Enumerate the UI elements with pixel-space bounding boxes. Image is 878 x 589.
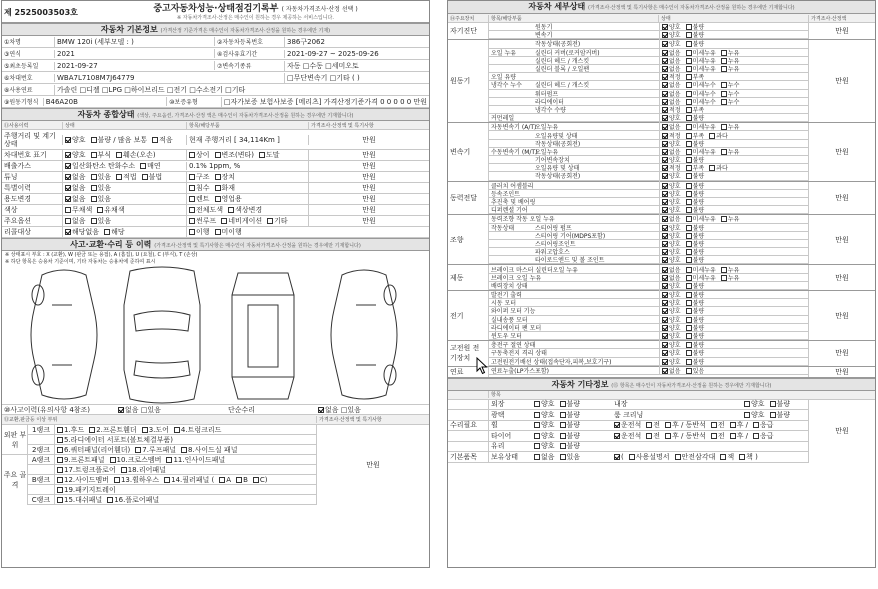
- doc-title-note: ( 자동차가격조사·산정 선택 ): [281, 6, 358, 13]
- detail-row: [489, 206, 808, 214]
- overall-item-name: 차대번호 표기: [4, 151, 47, 159]
- overall-item-name: 배출가스: [4, 162, 32, 170]
- rank-row: [28, 435, 316, 445]
- detail-state: 양호 불량: [659, 255, 808, 264]
- rank-row: [28, 425, 316, 435]
- rank-row: [28, 445, 316, 455]
- overall-state: 일산화탄소 탄화수소 매연: [62, 161, 186, 171]
- basic-label: ②자동차등록번호: [214, 37, 284, 46]
- detail-row: [489, 282, 808, 290]
- detail-sub: 냉각수 누수: [491, 82, 522, 90]
- overall-state: 무채색 유채색: [62, 205, 186, 215]
- basic-label: ⑩보증유형: [166, 97, 221, 106]
- rank-items: 9.프론트패널 10.크로스멤버 11.인사이드패널: [54, 455, 316, 465]
- detail-price: 만원: [808, 291, 875, 340]
- detail-price: 만원: [808, 265, 875, 290]
- detail-part: 파워고압호스: [535, 249, 570, 257]
- overall-row: [2, 150, 429, 161]
- car-right-side: [331, 270, 397, 399]
- detail-price: 만원: [808, 182, 875, 215]
- detail-sub: 브레이크 오일 누유: [491, 274, 542, 282]
- overall-item-name: 용도변경: [4, 195, 32, 203]
- car-top-view: [124, 267, 200, 403]
- inspection-page-right: [447, 0, 876, 568]
- detail-price: 만원: [808, 23, 875, 39]
- overall-detail: 현재 주행거리 [ 34,114Km ]: [186, 135, 308, 145]
- detail-state: 없음 있음: [659, 366, 808, 375]
- rank-label: 1랭크: [32, 425, 50, 434]
- basic-info-row: [2, 48, 429, 60]
- detail-sub: 배력장치 상태: [491, 282, 528, 290]
- basic-info-row: [2, 84, 429, 96]
- detail-part: 스티어링 펌프: [535, 224, 572, 232]
- detail-state: 없음 미세누유 누유: [659, 214, 808, 223]
- repair-ranks: [2, 425, 429, 505]
- extra-state: 양호 불량: [532, 431, 612, 441]
- basic-info-row: [2, 72, 429, 84]
- detail-sub: 동력조향 작동 오일 누유: [491, 216, 555, 224]
- detail-group: [448, 367, 875, 378]
- overall-state: 없음 있음: [62, 183, 186, 193]
- overall-item-name: 리콜대상: [4, 228, 32, 236]
- rank-row: [28, 475, 316, 485]
- overall-row: [2, 130, 429, 150]
- overall-row: [2, 216, 429, 227]
- detail-part: 변속기: [535, 32, 553, 40]
- extra-row: [448, 421, 808, 432]
- detail-sub: 충전구 절연 상태: [491, 342, 536, 350]
- detail-device: 원동기: [450, 77, 471, 86]
- overall-detail: 구조 장치: [186, 172, 308, 182]
- car-frame-view: [232, 273, 294, 399]
- overall-price: 만원: [308, 216, 429, 226]
- detail-state: 양호 불량: [659, 22, 808, 31]
- extra-state: 양호 불량: [532, 399, 612, 409]
- basic-value: 2021-09-27 ~ 2025-09-26: [284, 50, 429, 58]
- detail-group: [448, 291, 875, 341]
- basic-info-row: [2, 96, 429, 108]
- detail-device: 변속기: [450, 147, 471, 156]
- detail-part: 오일누유: [535, 148, 559, 156]
- extra-row: [448, 410, 808, 421]
- extra-row: [448, 400, 808, 411]
- overall-item-name: 주행거리 및 계기상태: [4, 131, 56, 148]
- detail-device: 자기진단: [450, 27, 478, 36]
- detail-sub: 등속조인트: [491, 190, 520, 198]
- detail-device: 고전원 전기장치: [450, 344, 480, 363]
- overall-price: 만원: [308, 172, 429, 182]
- basic-label: ⑦변속기종류: [214, 61, 284, 70]
- detail-title: 자동차 세부상태 (가격조사·산정액 및 특기사항은 매수인이 자동차가격조사·산정을 원하는 경우에만 기재합니다): [448, 1, 875, 14]
- detail-part: 실린더 커버(로커암커버): [535, 49, 600, 57]
- detail-group: [448, 40, 875, 123]
- main-frame-label: 주요 골격: [3, 471, 27, 489]
- detail-sub: 라디에이터 팬 모터: [491, 324, 542, 332]
- overall-state: 없음 있음 적법 불법: [62, 172, 186, 182]
- overall-state: 없음 있음: [62, 194, 186, 204]
- rank-items: 17.트렁크플로어 18.리어패널: [54, 465, 316, 475]
- basic-value: BMW 120i (세부모델 : ): [54, 37, 214, 47]
- detail-row: [489, 367, 808, 375]
- detail-state: 없음 미세누유 누유: [659, 56, 808, 65]
- detail-state: 양호 불량: [659, 331, 808, 340]
- basic-info-title: 자동차 기본정보 (가격산정 기준가격은 매수인이 자동차가격조사·산정을 원하는 경우에만 기재): [2, 23, 429, 36]
- overall-price: 만원: [308, 183, 429, 193]
- detail-state: 없음 미세누유 누유: [659, 122, 808, 131]
- detail-state: 양호 불량: [659, 357, 808, 366]
- basic-info-row: [2, 60, 429, 72]
- detail-sub: 시동 모터: [491, 300, 517, 308]
- extra-state: 양호 불량: [532, 420, 612, 430]
- detail-state: 없음 미세누수 누수: [659, 89, 808, 98]
- detail-device: 연료: [450, 367, 464, 376]
- extra-item2: 룸 크리닝: [614, 410, 644, 419]
- rank-row: [28, 465, 316, 475]
- overall-item-name: 주요옵션: [4, 217, 32, 225]
- detail-state: 없음 미세누수 누수: [659, 80, 808, 89]
- detail-group: [448, 215, 875, 265]
- extra-row: [448, 442, 808, 453]
- detail-part: 원동기: [535, 24, 553, 32]
- overall-detail: 침수 화재: [186, 183, 308, 193]
- overall-detail: 썬루프 네비게이션 기타: [186, 216, 308, 226]
- overall-detail: 이행 미이행: [186, 227, 308, 237]
- basic-label: ④검사유효기간: [214, 49, 284, 58]
- doc-header: [2, 1, 429, 23]
- basic-label: ①차명: [4, 39, 21, 46]
- extra-title: 자동차 기타정보 (⑮ 항목은 매수인이 자동차가격조사·산정을 원하는 경우에만 기재합니다): [448, 378, 875, 391]
- detail-price: 만원: [808, 367, 875, 377]
- detail-state: 양호 불량: [659, 189, 808, 198]
- detail-state: 양호 불량: [659, 306, 808, 315]
- repair-header-row: ⑬교환,판금등 이상 부위 가격조사·산정액 및 특기사항: [2, 415, 429, 425]
- overall-state: 양호 부식 훼손(오손): [62, 150, 186, 160]
- detail-state: 양호 불량: [659, 39, 808, 48]
- detail-part: 기어변속장치: [535, 157, 570, 165]
- detail-state: 적정 부족: [659, 105, 808, 114]
- detail-sub: 커먼레일: [491, 115, 515, 123]
- overall-header-row: ⑪사용이력 상태 항목/해당부품 가격조사·산정액 및 특기사항: [2, 121, 429, 130]
- detail-table: [448, 23, 875, 378]
- extra-state: 양호 불량: [532, 441, 612, 451]
- extra-item: 보유상태: [488, 452, 532, 462]
- detail-state: 적정 부족 과다: [659, 131, 808, 140]
- detail-state: 양호 불량: [659, 181, 808, 190]
- extra-item: 휠: [488, 420, 532, 430]
- overall-price: 만원: [308, 150, 429, 160]
- detail-state: 양호 불량: [659, 113, 808, 122]
- detail-state: 양호 불량: [659, 348, 808, 357]
- doc-title-note2: ※ 자동차가격조사·산정은 매수인이 원하는 경우 제공하는 서비스입니다.: [177, 15, 334, 21]
- overall-row: [2, 161, 429, 172]
- overall-table: [2, 130, 429, 238]
- overall-price: 만원: [308, 161, 429, 171]
- overall-item-name: 특별이력: [4, 184, 32, 192]
- detail-device: 동력전달: [450, 193, 478, 202]
- extra-state: 없음 있음: [532, 452, 612, 462]
- basic-value: 2021-09-27: [54, 62, 214, 70]
- overall-state: 양호 불량 / 많음 보통 적음: [62, 135, 186, 145]
- detail-row: [489, 31, 808, 39]
- inspection-page-left: [1, 0, 430, 568]
- detail-sub: 수동변속기 (M/T): [491, 148, 538, 156]
- car-diagram-svg: [2, 265, 429, 405]
- detail-sub: 실내송풍 모터: [491, 316, 528, 324]
- rank-items: 6.쿼터패널(리어휀더) 7.루프패널 8.사이드실 패널: [54, 445, 316, 455]
- detail-sub: 발전기 출력: [491, 292, 522, 300]
- rank-label: C랭크: [31, 495, 51, 504]
- extra-state2: 양호 불량: [742, 410, 808, 420]
- detail-part: 작동상태(공회전): [535, 41, 581, 49]
- rank-items: 12.사이드멤버 13.휠하우스 14.필러패널 ( A B C): [54, 475, 316, 485]
- detail-state: 없음 미세누유 누유: [659, 147, 808, 156]
- detail-price: 만원: [808, 215, 875, 264]
- detail-part: 오일유량및 상태: [535, 132, 578, 140]
- detail-row: [489, 332, 808, 340]
- basic-value: 자동 □수동 □세미오토: [284, 61, 429, 71]
- basic-value: □무단변속기 □기타 ( ): [284, 73, 429, 83]
- repair-price: 만원: [316, 425, 429, 505]
- overall-row: [2, 172, 429, 183]
- extra-item2: 운전석 전 후 / 동반석 전 후 / 응급: [612, 431, 742, 441]
- basic-value: 가솔린 □디젤 □LPG □하이브리드 □전기 □수소전기 □기타: [54, 85, 214, 95]
- extra-row: [448, 452, 808, 463]
- detail-state: 양호 불량: [659, 223, 808, 232]
- extra-group: 기본품목: [450, 452, 478, 461]
- car-left-side: [31, 270, 97, 399]
- extra-item: 광택: [488, 410, 532, 420]
- overall-price: 만원: [308, 205, 429, 215]
- detail-part: 스티어링 기어(MDPS포함): [535, 232, 606, 240]
- detail-part: 스티어링조인트: [535, 240, 576, 248]
- basic-value: 386구2062: [284, 37, 429, 47]
- detail-sub: 작동상태: [491, 224, 515, 232]
- detail-group: [448, 341, 875, 367]
- detail-state: 양호 불량: [659, 323, 808, 332]
- overall-state: 해당없음 해당: [62, 227, 186, 237]
- overall-row: [2, 183, 429, 194]
- accident-state: 없음 □있음: [116, 405, 226, 415]
- extra-row: [448, 431, 808, 442]
- detail-price: 만원: [808, 123, 875, 180]
- detail-part: 실린더 블록 / 오일팬: [535, 66, 590, 74]
- extra-item: 외장: [488, 399, 532, 409]
- detail-sub: 자동변속기 (A/T): [491, 124, 537, 132]
- rank-row: [28, 495, 316, 505]
- rank-items: 19.패키지트레이: [54, 485, 316, 495]
- detail-part: 실린더 헤드 / 개스킷: [535, 82, 590, 90]
- detail-part: 실린더 헤드 / 개스킷: [535, 57, 590, 65]
- basic-label: ③연식: [4, 51, 21, 58]
- overall-row: [2, 227, 429, 238]
- rank-label: A랭크: [31, 455, 51, 464]
- detail-state: 양호 불량: [659, 205, 808, 214]
- doc-number: 제 2525003503호: [4, 8, 78, 17]
- extra-item: 유리: [488, 441, 532, 451]
- car-diagram: [2, 265, 429, 405]
- extra-item2: 내장: [614, 400, 628, 409]
- outer-panel-label: 외판 부위: [2, 425, 28, 455]
- detail-sub: 윈도우 모터: [491, 333, 522, 341]
- overall-detail: 전체도색 색상변경: [186, 205, 308, 215]
- detail-part: 냉각수 수량: [535, 106, 566, 114]
- basic-value: 2021: [54, 50, 214, 58]
- overall-row: [2, 205, 429, 216]
- detail-state: 양호 불량: [659, 171, 808, 180]
- overall-detail: 상이 변조(변타) 도말: [186, 150, 308, 160]
- detail-group: [448, 123, 875, 181]
- doc-title: 중고자동차성능·상태점검기록부: [153, 4, 279, 14]
- overall-detail: 0.1% 1ppm, %: [186, 162, 308, 170]
- rank-label: 2랭크: [32, 445, 50, 454]
- basic-label: ⑧사용연료: [4, 87, 33, 94]
- detail-sub: 와이퍼 모터 기능: [491, 308, 536, 316]
- detail-state: 양호 불량: [659, 290, 808, 299]
- accident-title: 사고·교환·수리 등 이력 (가격조사·산정액 및 특기사항은 매수인이 자동차가격조사·산정을 원하는 경우에만 기재합니다): [2, 238, 429, 251]
- overall-title: 자동차 종합상태 (색상, 주요옵션, 가격조사·산정 액은 매수인이 자동차가격조사·산정을 원하는 경우에만 기재합니다): [2, 108, 429, 121]
- detail-device: 제동: [450, 273, 464, 282]
- detail-part: 오일누유: [535, 124, 559, 132]
- detail-state: 양호 불량: [659, 155, 808, 164]
- detail-state: 양호 불량: [659, 281, 808, 290]
- detail-sub: 브레이크 마스터 실린더오일 누유: [491, 266, 578, 274]
- detail-row: [489, 256, 808, 264]
- detail-sub: 오일 누유: [491, 49, 517, 57]
- detail-state: 양호 불량: [659, 139, 808, 148]
- detail-part: 작동상태(공회전): [535, 140, 581, 148]
- detail-state: 양호 불량: [659, 298, 808, 307]
- basic-info-table: [2, 36, 429, 108]
- detail-state: 양호 불량: [659, 197, 808, 206]
- basic-value: □자가보증 보험사보증 [메리츠] 가격산정기준가격 0 0 0 0 0 만원: [221, 97, 429, 107]
- overall-price: 만원: [308, 194, 429, 204]
- extra-header-row: 항목: [448, 391, 875, 400]
- rank-row: [28, 455, 316, 465]
- detail-sub: 디퍼렌셜 기어: [491, 207, 528, 215]
- extra-group: 수리필요: [450, 421, 478, 430]
- detail-state: 없음 미세누유 누유: [659, 64, 808, 73]
- extra-item2: ( 사용설명서 안전삼각대 잭 책 ): [612, 452, 742, 462]
- detail-group: [448, 265, 875, 291]
- overall-row: [2, 194, 429, 205]
- rank-items: 1.후드 2.프론트휀더 3.도어 4.트렁크리드: [54, 425, 316, 435]
- accident-row: ⑩사고이력(유의사항 4참조) 없음 □있음 단순수리 없음 □있음: [2, 405, 429, 415]
- detail-price: 만원: [808, 341, 875, 366]
- basic-value: B46A20B: [43, 98, 166, 106]
- detail-device: 전기: [450, 311, 464, 320]
- extra-price: 만원: [808, 400, 875, 463]
- detail-sub: 클러치 어셈블리: [491, 182, 534, 190]
- extra-item: 타이어: [488, 431, 532, 441]
- detail-state: 양호 불량: [659, 340, 808, 349]
- detail-state: 적정 부족: [659, 72, 808, 81]
- detail-row: [489, 358, 808, 366]
- detail-group: [448, 182, 875, 216]
- extra-state2: 양호 불량: [742, 399, 808, 409]
- detail-state: 적정 부족 과다: [659, 163, 808, 172]
- detail-state: 양호 불량: [659, 239, 808, 248]
- overall-detail: 렌트 영업용: [186, 194, 308, 204]
- detail-sub: 오일 유량: [491, 74, 517, 82]
- detail-part: 오일유량 및 상태: [535, 165, 580, 173]
- basic-info-row: [2, 36, 429, 48]
- detail-sub: 고전원전기배선 상태(접속단자,피복,보호기구): [491, 358, 612, 366]
- detail-part: 워터펌프: [535, 90, 559, 98]
- overall-state: 없음 있음: [62, 216, 186, 226]
- detail-part: 작동상태(공회전): [535, 173, 581, 181]
- detail-state: 없음 미세누수 누수: [659, 97, 808, 106]
- detail-header-row: ⑭주요장치 항목/해당부품 상태 가격조사·산정액: [448, 14, 875, 23]
- detail-state: 양호 불량: [659, 231, 808, 240]
- detail-state: 양호 불량: [659, 315, 808, 324]
- extra-item2: 운전석 전 후 / 동반석 전 후 / 응급: [612, 420, 742, 430]
- basic-label: ⑨원동기형식: [4, 99, 39, 106]
- detail-state: 없음 미세누유 누유: [659, 273, 808, 282]
- rank-items: 15.대쉬패널 16.플로어패널: [54, 495, 316, 505]
- detail-price: 만원: [808, 40, 875, 122]
- detail-sub: 구동축전지 격리 상태: [491, 350, 547, 358]
- basic-label: ⑤최초등록일: [4, 63, 39, 70]
- detail-sub: 연료누출(LP가스포함): [491, 367, 550, 375]
- detail-state: 양호 불량: [659, 30, 808, 39]
- accident-legend2: ※ 하단 항목은 승용차 기준이며, 기타 자동차는 승용차에 준하여 표시: [5, 259, 156, 265]
- basic-value: WBA7L7108M7J64779: [54, 74, 214, 82]
- accident-legend: ※ 상태표시 부호 : X (교환), W (판금 또는 용접), A (흠집), U (요철), C (부식), T (손상): [5, 252, 198, 258]
- detail-device: 조향: [450, 235, 464, 244]
- overall-item-name: 튜닝: [4, 173, 18, 181]
- detail-part: 라디에이터: [535, 98, 564, 106]
- basic-label: ⑥차대번호: [4, 75, 33, 82]
- mouse-pointer-icon: [476, 357, 488, 375]
- rank-items: 5.라디에이터 서포트(볼트체결부품): [54, 435, 316, 445]
- detail-group: [448, 23, 875, 40]
- detail-sub: 추진축 및 베어링: [491, 199, 536, 207]
- detail-row: [489, 114, 808, 122]
- overall-price: 만원: [308, 135, 429, 145]
- detail-state: 양호 불량: [659, 247, 808, 256]
- simple-repair-state: 없음 □있음: [316, 405, 429, 415]
- rank-row: [28, 485, 316, 495]
- detail-part: 타이로드엔드 및 볼 조인트: [535, 257, 605, 265]
- extra-table: [448, 400, 875, 463]
- overall-item-name: 색상: [4, 206, 18, 214]
- detail-state: 없음 미세누유 누유: [659, 48, 808, 57]
- rank-label: B랭크: [31, 475, 51, 484]
- detail-state: 없음 미세누유 누유: [659, 265, 808, 274]
- detail-row: [489, 172, 808, 180]
- extra-state: 양호 불량: [532, 410, 612, 420]
